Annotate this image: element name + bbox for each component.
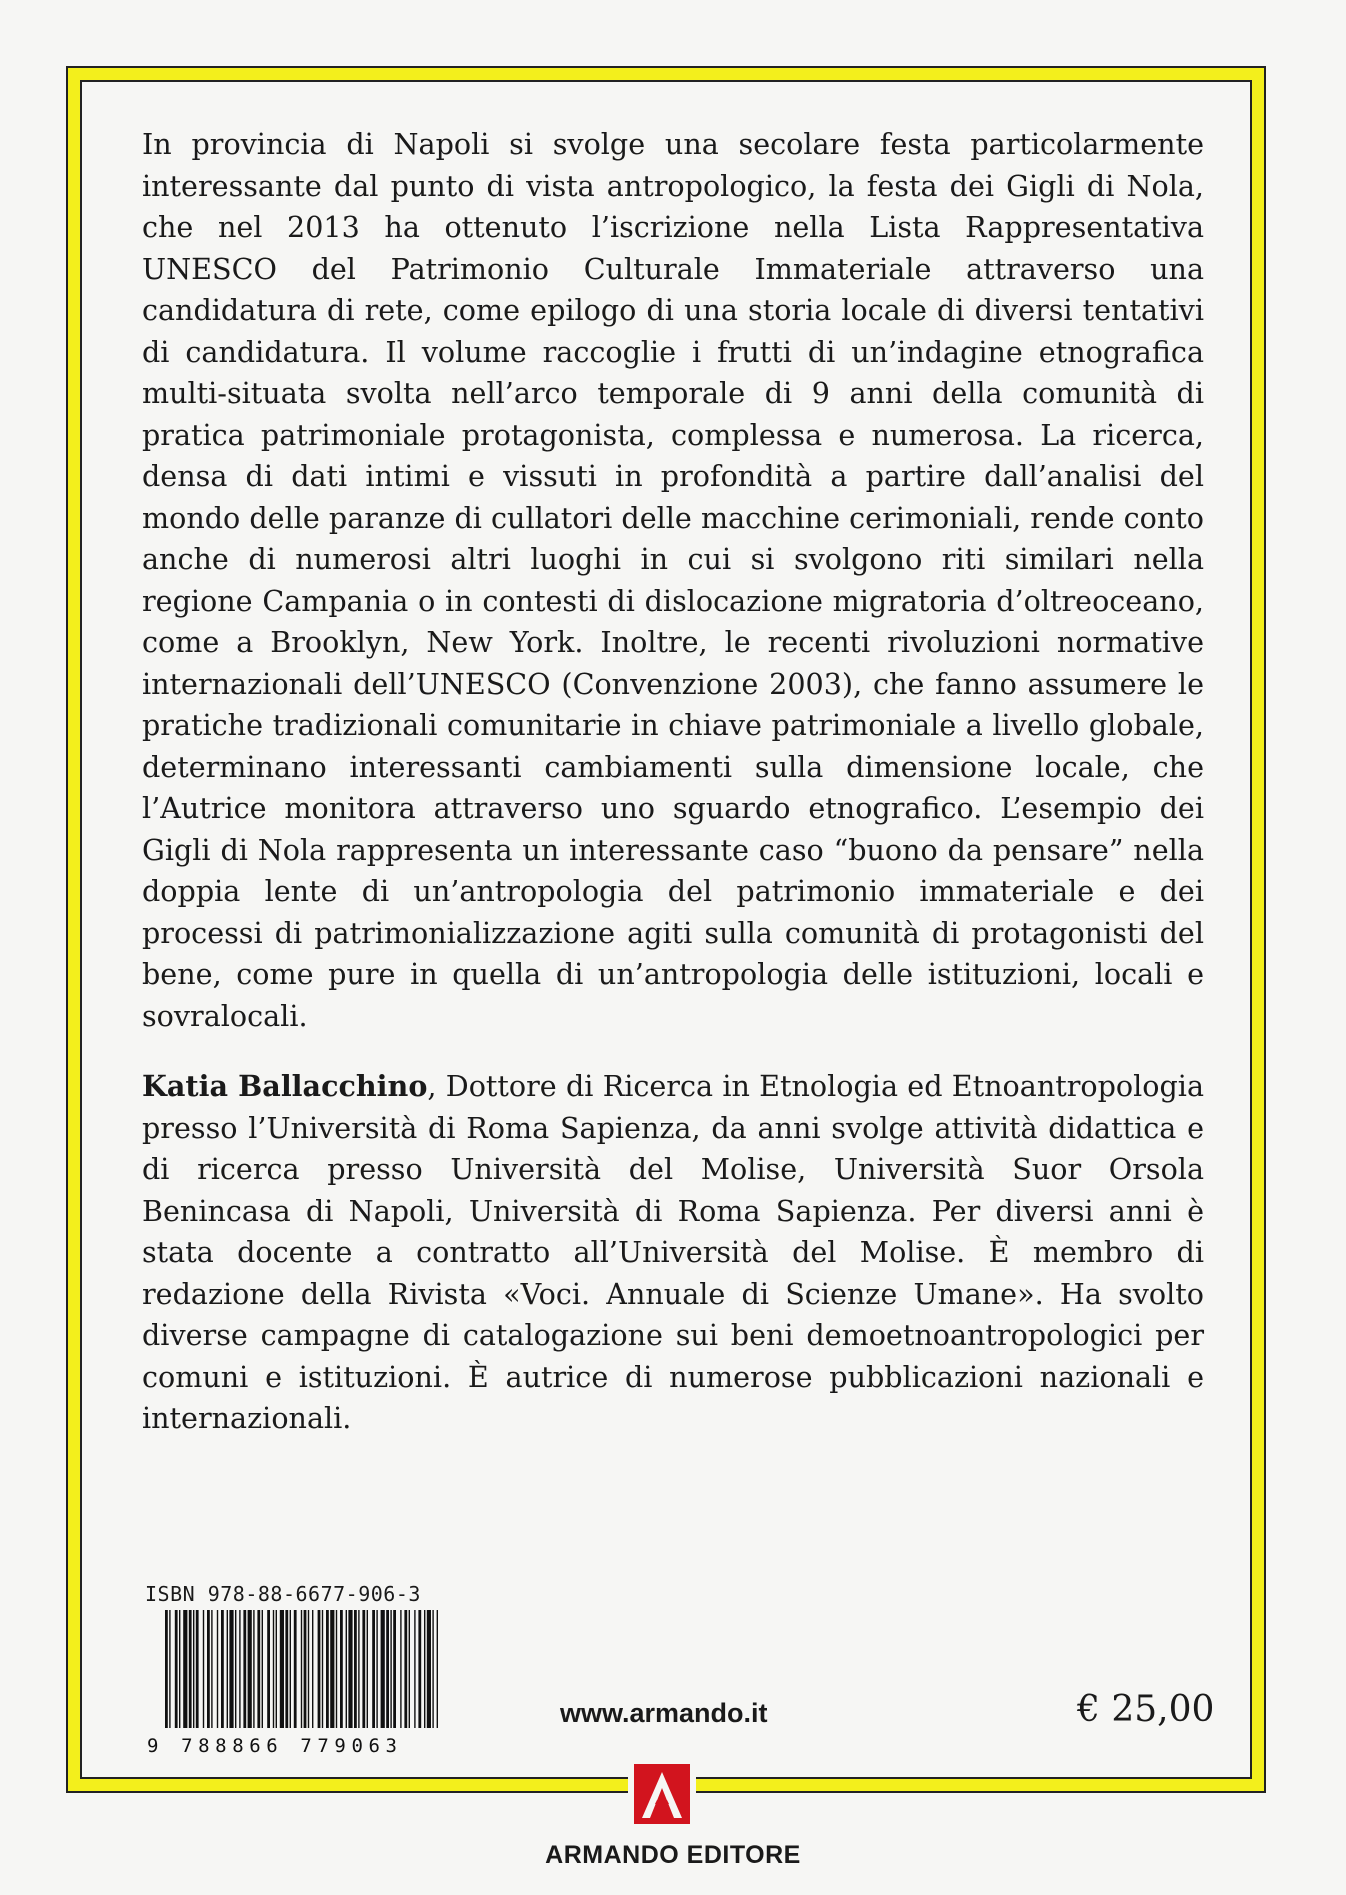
barcode-bar	[273, 1610, 274, 1728]
barcode-bar	[235, 1610, 236, 1728]
publisher-a-logo-icon	[628, 1760, 696, 1828]
barcode-bar	[340, 1610, 343, 1728]
barcode-bar	[179, 1610, 180, 1728]
publisher-website: www.armando.it	[560, 1698, 768, 1728]
barcode-bar	[221, 1610, 224, 1728]
barcode-bar	[308, 1610, 309, 1728]
barcode-bar	[367, 1610, 368, 1728]
barcode-bar	[427, 1610, 431, 1728]
barcode-bar	[294, 1610, 297, 1728]
barcode-bar	[169, 1610, 170, 1728]
barcode-bar	[326, 1610, 329, 1728]
barcode-bar	[175, 1610, 178, 1728]
cover-text	[142, 124, 1204, 1440]
barcode-bar	[354, 1610, 357, 1728]
author-bio-text: , Dottore di Ricerca in Etnologia ed Etnoantropologia presso l’Università di Roma Sapienza, da anni svolge attività didattica e di ricerca presso Università del Molise, Università Suor Orsola Benincasa di Napoli, Università di Roma Sapienza. Per diversi anni è stata docente a contratto all’Università del Molise. È membro di redazione della Rivista «Voci. Annuale di Scienze Umane». Ha svolto diverse campagne di catalogazione sui beni demoetnoantropologici per comuni e istituzioni. È autrice di numerose pubblicazioni nazionali e internazionali.	[142, 1069, 1204, 1435]
barcode-digits: 9 788866 779063	[147, 1735, 403, 1756]
barcode-bar	[267, 1610, 270, 1728]
author-bio	[142, 1066, 1204, 1440]
barcode-bar	[193, 1610, 194, 1728]
barcode-bar	[183, 1610, 187, 1728]
barcode-bar	[409, 1610, 410, 1728]
barcode-bar	[362, 1610, 365, 1728]
barcode-block	[143, 1582, 448, 1756]
barcode-bar	[304, 1610, 307, 1728]
barcode-bar	[203, 1610, 204, 1728]
barcode-bar	[227, 1610, 228, 1728]
barcode-bar	[390, 1610, 391, 1728]
barcode-bar	[196, 1610, 199, 1728]
barcode-bar	[189, 1610, 192, 1728]
barcode-bar	[393, 1610, 396, 1728]
barcode	[143, 1610, 443, 1756]
barcode-bar	[376, 1610, 377, 1728]
barcode-bar	[404, 1610, 407, 1728]
barcode-bar	[432, 1610, 433, 1728]
barcode-bar	[285, 1610, 288, 1728]
barcode-bar	[372, 1610, 375, 1728]
barcode-bar	[207, 1610, 210, 1728]
barcode-bar	[400, 1610, 401, 1728]
isbn-label: ISBN 978-88-6677-906-3	[145, 1582, 421, 1606]
barcode-bar	[386, 1610, 389, 1728]
publisher-logo	[628, 1760, 696, 1828]
barcode-bar	[424, 1610, 425, 1728]
barcode-bar	[262, 1610, 263, 1728]
barcode-bar	[330, 1610, 334, 1728]
barcode-bar	[243, 1610, 246, 1728]
barcode-bar	[239, 1610, 240, 1728]
barcode-bar	[253, 1610, 254, 1728]
barcode-bar	[348, 1610, 352, 1728]
barcode-bar	[301, 1610, 302, 1728]
price: € 25,00	[1077, 1689, 1215, 1730]
barcode-bar	[312, 1610, 313, 1728]
barcode-bar	[381, 1610, 385, 1728]
barcode-bar	[248, 1610, 252, 1728]
barcode-bar	[217, 1610, 218, 1728]
barcode-bar	[318, 1610, 321, 1728]
description-paragraph: In provincia di Napoli si svolge una secolare festa particolarmente interessante dal punto di vista antropologico, la festa dei Gigli di Nola, che nel 2013 ha ottenuto l’iscrizione nella Lista Rappresentativa UNESCO del Patrimonio Culturale Immateriale attraverso una candidatura di rete, come epilogo di una storia locale di diversi tentativi di candidatura. Il volume raccoglie i frutti di un’indagine etnografica multi-situata svolta nell’arco temporale di 9 anni della comunità di pratica patrimoniale protagonista, complessa e numerosa. La ricerca, densa di dati intimi e vissuti in profondità a partire dall’analisi del mondo delle paranze di cullatori delle macchine cerimoniali, rende conto anche di numerosi altri luoghi in cui si svolgono riti similari nella regione Campania o in contesti di dislocazione migratoria d’oltreoceano, come a Brooklyn, New York. Inoltre, le recenti rivoluzioni normative internazionali dell’UNESCO (Convenzione 2003), che fanno assumere le pratiche tradizionali comunitarie in chiave patrimoniale a livello globale, determinano interessanti cambiamenti sulla dimensione locale, che l’Autrice monitora attraverso uno sguardo etnografico. L’esempio dei Gigli di Nola rappresenta un interessante caso “buono da pensare” nella doppia lente di un’antropologia del patrimonio immateriale e dei processi di patrimonializzazione agiti sulla comunità di protagonisti del bene, come pure in quella di un’antropologia delle istituzioni, locali e sovralocali.	[142, 127, 1204, 1033]
barcode-bar	[346, 1610, 347, 1728]
barcode-bar	[229, 1610, 233, 1728]
author-name: Katia Ballacchino	[142, 1069, 428, 1103]
barcode-bar	[257, 1610, 260, 1728]
barcode-bar	[211, 1610, 212, 1728]
publisher-name: ARMANDO EDITORE	[545, 1841, 801, 1869]
barcode-bar	[358, 1610, 359, 1728]
barcode-bar	[336, 1610, 337, 1728]
barcode-bar	[276, 1610, 277, 1728]
barcode-bar	[165, 1610, 168, 1728]
barcode-bar	[290, 1610, 291, 1728]
barcode-bar	[280, 1610, 284, 1728]
barcode-bar	[437, 1610, 438, 1728]
barcode-bar	[414, 1610, 415, 1728]
barcode-bar	[418, 1610, 421, 1728]
barcode-bar	[322, 1610, 323, 1728]
